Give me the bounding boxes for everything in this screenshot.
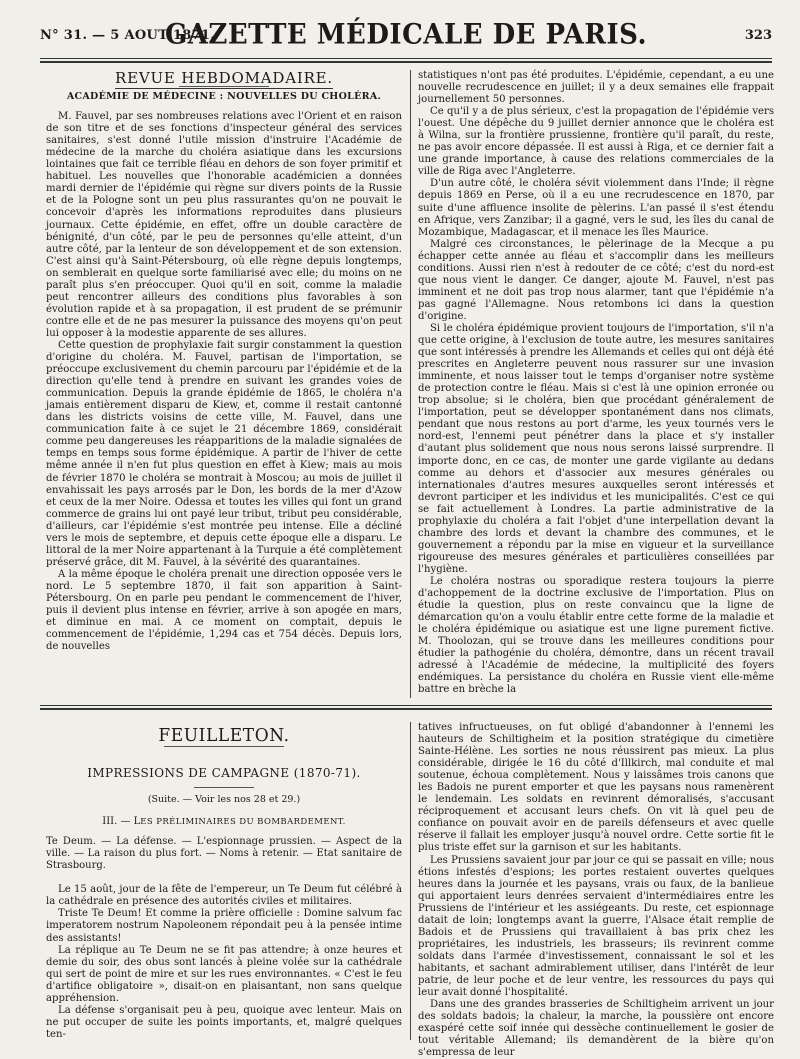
revue-title: REVUE HEBDOMADAIRE.	[114, 69, 333, 87]
masthead-rule-thick	[40, 61, 772, 63]
feuilleton-paragraph: tatives infructueuses, on fut obligé d'abandonner à l'ennemi les hauteurs de Schiltigheim et la position stratégique du cimetière Sainte-Hélène. Les sorties ne nous réussirent pas mieux. La plus considérable, dirigée le 16 du côté d'Illkirch, mal conduite et mal soutenue, échoua complètement. Nous y laissâmes trois canons que les Badois ne purent emporter et que les paysans nous ramenèrent le lendemain. Les soldats en revinrent démoralisés, s'accusant réciproquement et accusant leurs chefs. On vit là quel peu de confiance on pouvait avoir en de pareils défenseurs et avec quelle réserve il fallait les employer jusqu'à nouvel ordre. Cette sortie fit le plus triste effet sur la garnison et sur les habitants.	[418, 722, 774, 854]
page-number: 323	[744, 28, 772, 43]
revue-subtitle: ACADÉMIE DE MÉDECINE : NOUVELLES DU CHOLÉRA.	[66, 91, 382, 103]
feuilleton-paragraph: Le 15 août, jour de la fête de l'empereur, un Te Deum fut célébré à la cathédrale en présence des autorités civiles et militaires.	[46, 884, 402, 908]
chapter-heading	[46, 816, 402, 828]
revue-paragraph: Ce qu'il y a de plus sérieux, c'est la propagation de l'épidémie vers l'ouest. Une dépêche du 9 juillet dernier annonce que le choléra est à Wilna, sur la frontière prussienne, frontière qu'il paraît, du reste, ne pas avoir encore dépassée. Il est aussi à Riga, et ce dernier fait a une grande importance, à cause des relations commerciales de la ville de Riga avec l'Angleterre.	[418, 106, 774, 178]
feuilleton-left-column	[46, 725, 402, 1040]
feuilleton-paragraph: La réplique au Te Deum ne se fit pas attendre; à onze heures et demie du soir, des obus sont lancés à pleine volée sur la cathédrale qui sert de point de mire et sur les rues environnantes. « C'est le feu d'artifice obligatoire », disait-on en plaisantant, non sans quelque appréhension.	[46, 944, 402, 1004]
feuilleton-subtitle-rule	[194, 787, 254, 788]
issue-date: N° 31. — 5 AOUT 1871.	[40, 28, 216, 43]
revue-paragraph: Cette question de prophylaxie fait surgir constamment la question d'origine du choléra. M. Fauvel, partisan de l'importation, se préoccupe exclusivement du chemin parcouru par l'épidémie et de la direction qu'elle tend à prendre en suivant les grandes voies de communication. Depuis la grande épidémie de 1865, le choléra n'a jamais entièrement disparu de Kiew, et, comme il restait cantonné dans les districts voisins de cette ville, M. Fauvel, dans une communication faite à ce sujet le 21 décembre 1869, considérait comme peu dangereuses les réapparitions de la maladie signalées de temps en temps sous forme épidémique. A partir de l'hiver de cette même année il n'en fut plus question en effet à Kiew; mais au mois de février 1870 le choléra se montrait à Moscou; au mois de juillet il envahissait les pays arrosés par le Don, les bords de la mer d'Azow et ceux de la mer Noire. Odessa et toutes les villes qui font un grand commerce de grains lui ont payé leur tribut, tribut peu considérable, d'ailleurs, car l'épidémie s'est montrée peu intense. Elle a décliné vers le mois de septembre, et depuis cette époque elle a disparu. Le littoral de la mer Noire appartenant à la Turquie a été complètement préservé grâce, dit M. Fauvel, à la sévérité des quarantaines.	[46, 339, 402, 568]
newspaper-title: GAZETTE MÉDICALE DE PARIS.	[164, 18, 648, 52]
revue-left-column	[46, 69, 402, 697]
chapter-number: III. — L	[102, 816, 141, 828]
feuilleton-paragraph: Les Prussiens savaient jour par jour ce qui se passait en ville; nous étions infestés d'espions; les portes restaient ouvertes quelques heures dans la journée et les paysans, vrais ou faux, de la banlieue qui apportaient leurs denrées servaient d'intermédiaires entre les Prussiens de l'intérieur et les assiégeants. Du reste, cet espionnage datait de loin; longtemps avant la guerre, l'Alsace était remplie de Badois et de Prussiens qui travaillaient à bas prix chez les propriétaires, les industriels, les brasseurs; ils revinrent comme soldats dans l'armée d'investissement, connaissant le sol et les habitants, et sachant admirablement utiliser, dans l'intérêt de leur patrie, de leur poche et de leur ventre, les ressources du pays qui leur avait donné l'hospitalité.	[418, 854, 774, 999]
feuilleton-suite: (Suite. — Voir les nos 28 et 29.)	[147, 794, 301, 806]
chapter-title: ES PRÉLIMINAIRES DU BOMBARDEMENT.	[140, 817, 346, 828]
feuilleton-rule-thick	[40, 708, 772, 710]
feuilleton-subtitle: IMPRESSIONS DE CAMPAGNE (1870-71).	[87, 766, 361, 781]
revue-paragraph: statistiques n'ont pas été produites. L'épidémie, cependant, a eu une nouvelle recrudescence en juillet; il y a deux semaines elle frappait journellement 50 personnes.	[418, 70, 774, 106]
revue-paragraph: Si le choléra épidémique provient toujours de l'importation, s'il n'a que cette origine, à l'exclusion de toute autre, les mesures sanitaires que sont intéressés à prendre les Allemands et celles qui ont déjà été prescrites en Angleterre peuvent nous rassurer sur une invasion imminente, et nous laisser tout le temps d'organiser notre système de protection contre le fléau. Mais si c'est là une opinion erronée ou trop absolue; si le choléra, bien que procédant généralement de l'importation, peut se développer spontanément dans nos climats, pendant que nous restons au port d'arme, les yeux tournés vers le nord-est, l'ennemi peut pénétrer dans la place et s'y installer d'autant plus solidement que nous nous serons laissé surprendre. Il importe donc, en ce cas, de monter une garde vigilante au dedans comme au dehors et d'associer aux mesures générales ou internationales d'autres mesures auxquelles seront intéressés et devront participer et les individus et les municipalités. C'est ce qui se fait actuellement à Londres. La partie administrative de la prophylaxie du choléra a fait l'objet d'une interpellation devant la chambre des lords et devant la chambre des communes, et le gouvernement a répondu par la mise en vigueur et la surveillance rigoureuse des mesures générales et particulières conseillées par l'hygiène.	[418, 322, 774, 575]
revue-paragraph: D'un autre côté, le choléra sévit violemment dans l'Inde; il règne depuis 1869 en Perse, où il a eu une recrudescence en 1870, par suite d'une affluence insolite de pèlerins. L'an passé il s'est étendu en Afrique, vers Zanzibar; il a gagné, vers le sud, les îles du canal de Mozambique, Madagascar, et il menace les îles Maurice.	[418, 178, 774, 238]
masthead-rule	[40, 58, 772, 59]
revue-paragraph: Malgré ces circonstances, le pèlerinage de la Mecque a pu échapper cette année au fléau et s'accomplir dans les meilleurs conditions. Aussi rien n'est à redouter de ce côté; c'est du nord-est que nous vient le danger. Ce danger, ajoute M. Fauvel, n'est pas imminent et ne doit pas trop nous alarmer, tant que l'épidémie n'a pas gagné l'Allemagne. Nous retombons ici dans la question d'origine.	[418, 238, 774, 322]
revue-paragraph: Le choléra nostras ou sporadique restera toujours la pierre d'achoppement de la doctrine exclusive de l'importation. Plus on étudie la question, plus on reste convaincu que la ligne de démarcation qu'on a voulu établir entre cette forme de la maladie et le choléra épidémique ou asiatique est une ligne purement fictive. M. Thoolozan, qui se trouve dans les meilleures conditions pour étudier la pathogénie du choléra, démontre, dans un récent travail adressé à l'Académie de médecine, la multiplicité des foyers endémiques. La persistance du choléra en Russie vient elle-même battre en brèche la	[418, 575, 774, 696]
feuilleton-rule	[40, 705, 772, 706]
feuilleton-title: FEUILLETON.	[158, 725, 290, 747]
revue-paragraph: A la même époque le choléra prenait une direction opposée vers le nord. Le 5 septembre 1870, il fait son apparition à Saint-Pétersbourg. On en parle peu pendant le commencement de l'hiver, puis il devient plus intense en février, arrive à son apogée en mars, et diminue en mai. A ce moment on comptait, depuis le commencement de l'épidémie, 1,294 cas et 754 décès. Depuis lors, de nouvelles	[46, 568, 402, 653]
feuilleton-paragraph: Triste Te Deum! Et comme la prière officielle : Domine salvum fac imperatorem nostrum Napoleonem répondait peu à la pensée intime des assistants!	[46, 908, 402, 944]
revue-paragraph: M. Fauvel, par ses nombreuses relations avec l'Orient et en raison de son titre et de ses fonctions d'inspecteur général des services sanitaires, s'est donné l'utile mission d'instruire l'Académie de médecine de la marche du choléra asiatique dans les excursions lointaines que fait ce terrible fléau en dehors de son foyer primitif et habituel. Les nouvelles que l'honorable académicien a données mardi dernier de l'épidémie qui règne sur divers points de la Russie et de la Pologne sont un peu plus rassurantes qu'on ne pouvait le concevoir d'après les informations reproduites dans plusieurs journaux. Cette épidémie, en effet, offre un double caractère de bénignité, d'un côté, par le peu de personnes qu'elle atteint, d'un autre côté, par la lenteur de son développement et de son extension. C'est ainsi qu'à Saint-Pétersbourg, où elle règne depuis longtemps, on semblerait en quelque sorte familiarisé avec elle; du moins on ne paraît plus s'en préoccuper. Quoi qu'il en soit, comme la maladie peut rencontrer ailleurs des conditions plus favorables à son évolution rapide et à sa propagation, il est prudent de se prémunir contre elle et de ne pas mesurer la puissance des moyens qu'on peut lui opposer à la modestie apparente de ses allures.	[46, 111, 402, 339]
feuilleton-right-column	[418, 722, 774, 1059]
feuilleton-paragraph: La défense s'organisait peu à peu, quoique avec lenteur. Mais on ne put occuper de suite les points importants, et, malgré quelques ten-	[46, 1004, 402, 1040]
revue-right-column	[418, 70, 774, 698]
feuilleton-paragraph: Dans une des grandes brasseries de Schiltigheim arrivent un jour des soldats badois; la chaleur, la marche, la poussière ont encore exaspéré cette soif innée qui dessèche continuellement le gosier de tout véritable Allemand; ils demandèrent de la bière qu'on s'empressa de leur	[418, 999, 774, 1059]
masthead	[40, 14, 772, 54]
column-divider	[410, 70, 411, 698]
column-divider	[410, 722, 411, 1040]
chapter-summary: Te Deum. — La défense. — L'espionnage prussien. — Aspect de la ville. — La raison du plus fort. — Noms à retenir. — Etat sanitaire de Strasbourg.	[46, 836, 402, 872]
